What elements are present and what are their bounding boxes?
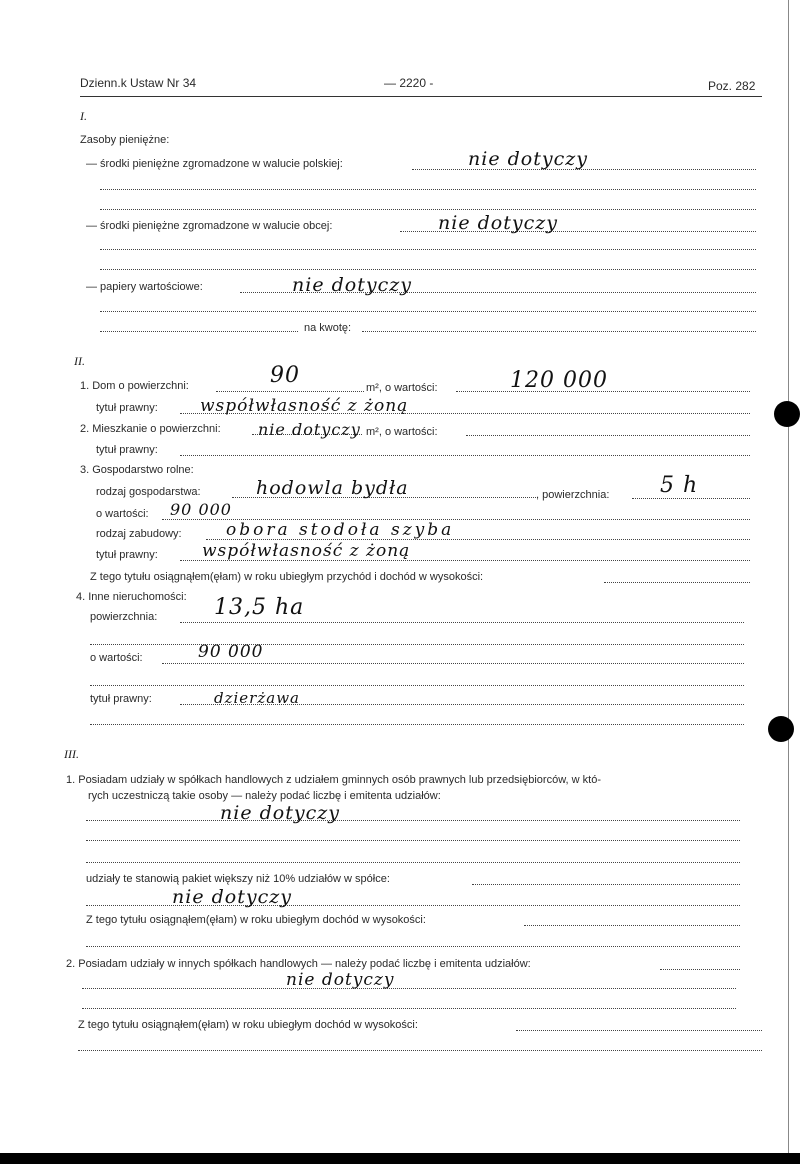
journal-title: Dzienn.k Ustaw Nr 34 — [80, 76, 197, 90]
farm-worth-value: 90 000 — [170, 500, 232, 519]
farm-income-line — [604, 582, 750, 583]
other-property-label: 4. Inne nieruchomości: — [76, 591, 187, 603]
farm-label: 3. Gospodarstwo rolne: — [80, 464, 194, 476]
q2-line: 2. Posiadam udziały w innych spółkach handlowych — należy podać liczbę i emitenta udziałów: — [66, 958, 531, 970]
punch-hole-bottom — [768, 716, 794, 742]
other-title-label: tytuł prawny: — [90, 693, 152, 705]
flat-title-label: tytuł prawny: — [96, 444, 158, 456]
flat-area-value: nie dotyczy — [258, 420, 361, 439]
other-title-line-2 — [90, 724, 744, 725]
other-worth-line-2 — [90, 685, 744, 686]
q2-income-label: Z tego tytułu osiągnąłem(ęłam) w roku ubiegłym dochód w wysokości: — [78, 1019, 418, 1031]
header-rule — [80, 96, 762, 97]
position-number: Poz. 282 — [708, 79, 756, 93]
page-number: — 2220 - — [384, 76, 434, 90]
section-i-title: Zasoby pieniężne: — [80, 134, 170, 146]
other-area-line-2 — [90, 644, 744, 645]
flat-value-line — [466, 435, 750, 436]
other-title-value: dzierżawa — [214, 689, 300, 707]
foreign-funds-label: — środki pieniężne zgromadzone w walucie obcej: — [86, 220, 333, 232]
section-ii-numeral: II. — [74, 354, 85, 368]
farm-title-label: tytuł prawny: — [96, 549, 158, 561]
other-worth-line — [162, 663, 744, 664]
q1-line-c — [86, 862, 740, 863]
q1-pakiet-label: udziały te stanowią pakiet większy niż 10% udziałów w spółce: — [86, 873, 390, 885]
section-i-numeral: I. — [80, 109, 87, 123]
scan-edge-line — [788, 0, 789, 1153]
q1-income-line — [524, 925, 740, 926]
farm-area-label: , powierzchnia: — [536, 489, 610, 501]
securities-line-2 — [100, 311, 756, 312]
farm-buildings-value: obora stodoła szyba — [226, 520, 455, 540]
house-mid-label: m², o wartości: — [366, 382, 438, 394]
pln-funds-value: nie dotyczy — [468, 148, 588, 170]
flat-mid-label: m², o wartości: — [366, 426, 438, 438]
section-iii-numeral: III. — [64, 747, 79, 761]
q2-value: nie dotyczy — [286, 970, 395, 990]
other-area-value: 13,5 ha — [214, 595, 305, 620]
q2-income-line — [516, 1030, 762, 1031]
house-area-value: 90 — [270, 363, 300, 388]
q1-pakiet-line — [472, 884, 740, 885]
q1-line-1: 1. Posiadam udziały w spółkach handlowych z udziałem gminnych osób prawnych lub przedsiębiorców, w któ- — [66, 774, 601, 786]
farm-area-value: 5 h — [660, 473, 699, 498]
pln-funds-line-3 — [100, 209, 756, 210]
foreign-funds-line-3 — [100, 269, 756, 270]
house-title-value: współwłasność z żoną — [200, 396, 409, 416]
q2-line-c — [82, 1008, 736, 1009]
pln-funds-label: — środki pieniężne zgromadzone w walucie polskiej: — [86, 158, 343, 170]
q1-line-a — [86, 820, 740, 821]
amount-line-right — [362, 331, 756, 332]
q2-income-line-2 — [78, 1050, 762, 1051]
securities-label: — papiery wartościowe: — [86, 281, 203, 293]
q2-line-a — [660, 969, 740, 970]
house-area-line — [216, 391, 364, 392]
punch-hole-top — [774, 401, 800, 427]
house-value: 120 000 — [510, 368, 608, 393]
q2-line-b — [82, 988, 736, 989]
farm-type-value: hodowla bydła — [256, 477, 409, 499]
other-area-line — [180, 622, 744, 623]
foreign-funds-value: nie dotyczy — [438, 212, 558, 234]
pln-funds-line-2 — [100, 189, 756, 190]
farm-title-value: współwłasność z żoną — [202, 541, 411, 561]
flat-title-line — [180, 455, 750, 456]
farm-income-label: Z tego tytułu osiągnąłem(ęłam) w roku ubiegłym przychód i dochód w wysokości: — [90, 571, 484, 583]
scan-bottom-edge — [0, 1153, 800, 1164]
amount-label: na kwotę: — [304, 322, 352, 334]
house-label: 1. Dom o powierzchni: — [80, 380, 189, 392]
securities-value: nie dotyczy — [292, 274, 412, 296]
other-area-label: powierzchnia: — [90, 611, 158, 623]
farm-area-line — [632, 498, 750, 499]
house-title-label: tytuł prawny: — [96, 402, 158, 414]
foreign-funds-line-2 — [100, 249, 756, 250]
q1-line-b — [86, 840, 740, 841]
farm-buildings-label: rodzaj zabudowy: — [96, 528, 182, 540]
q1-income-label: Z tego tytułu osiągnąłem(ęłam) w roku ubiegłym dochód w wysokości: — [86, 914, 426, 926]
other-worth-label: o wartości: — [90, 652, 143, 664]
q1-pakiet-value: nie dotyczy — [172, 886, 292, 908]
farm-type-label: rodzaj gospodarstwa: — [96, 486, 201, 498]
q1-income-line-2 — [86, 946, 740, 947]
q1-line-2: rych uczestniczą takie osoby — należy podać liczbę i emitenta udziałów: — [88, 790, 441, 802]
other-worth-value: 90 000 — [198, 642, 264, 662]
amount-line-left — [100, 331, 298, 332]
flat-label: 2. Mieszkanie o powierzchni: — [80, 423, 221, 435]
q1-value: nie dotyczy — [220, 802, 340, 824]
farm-worth-label: o wartości: — [96, 508, 149, 520]
